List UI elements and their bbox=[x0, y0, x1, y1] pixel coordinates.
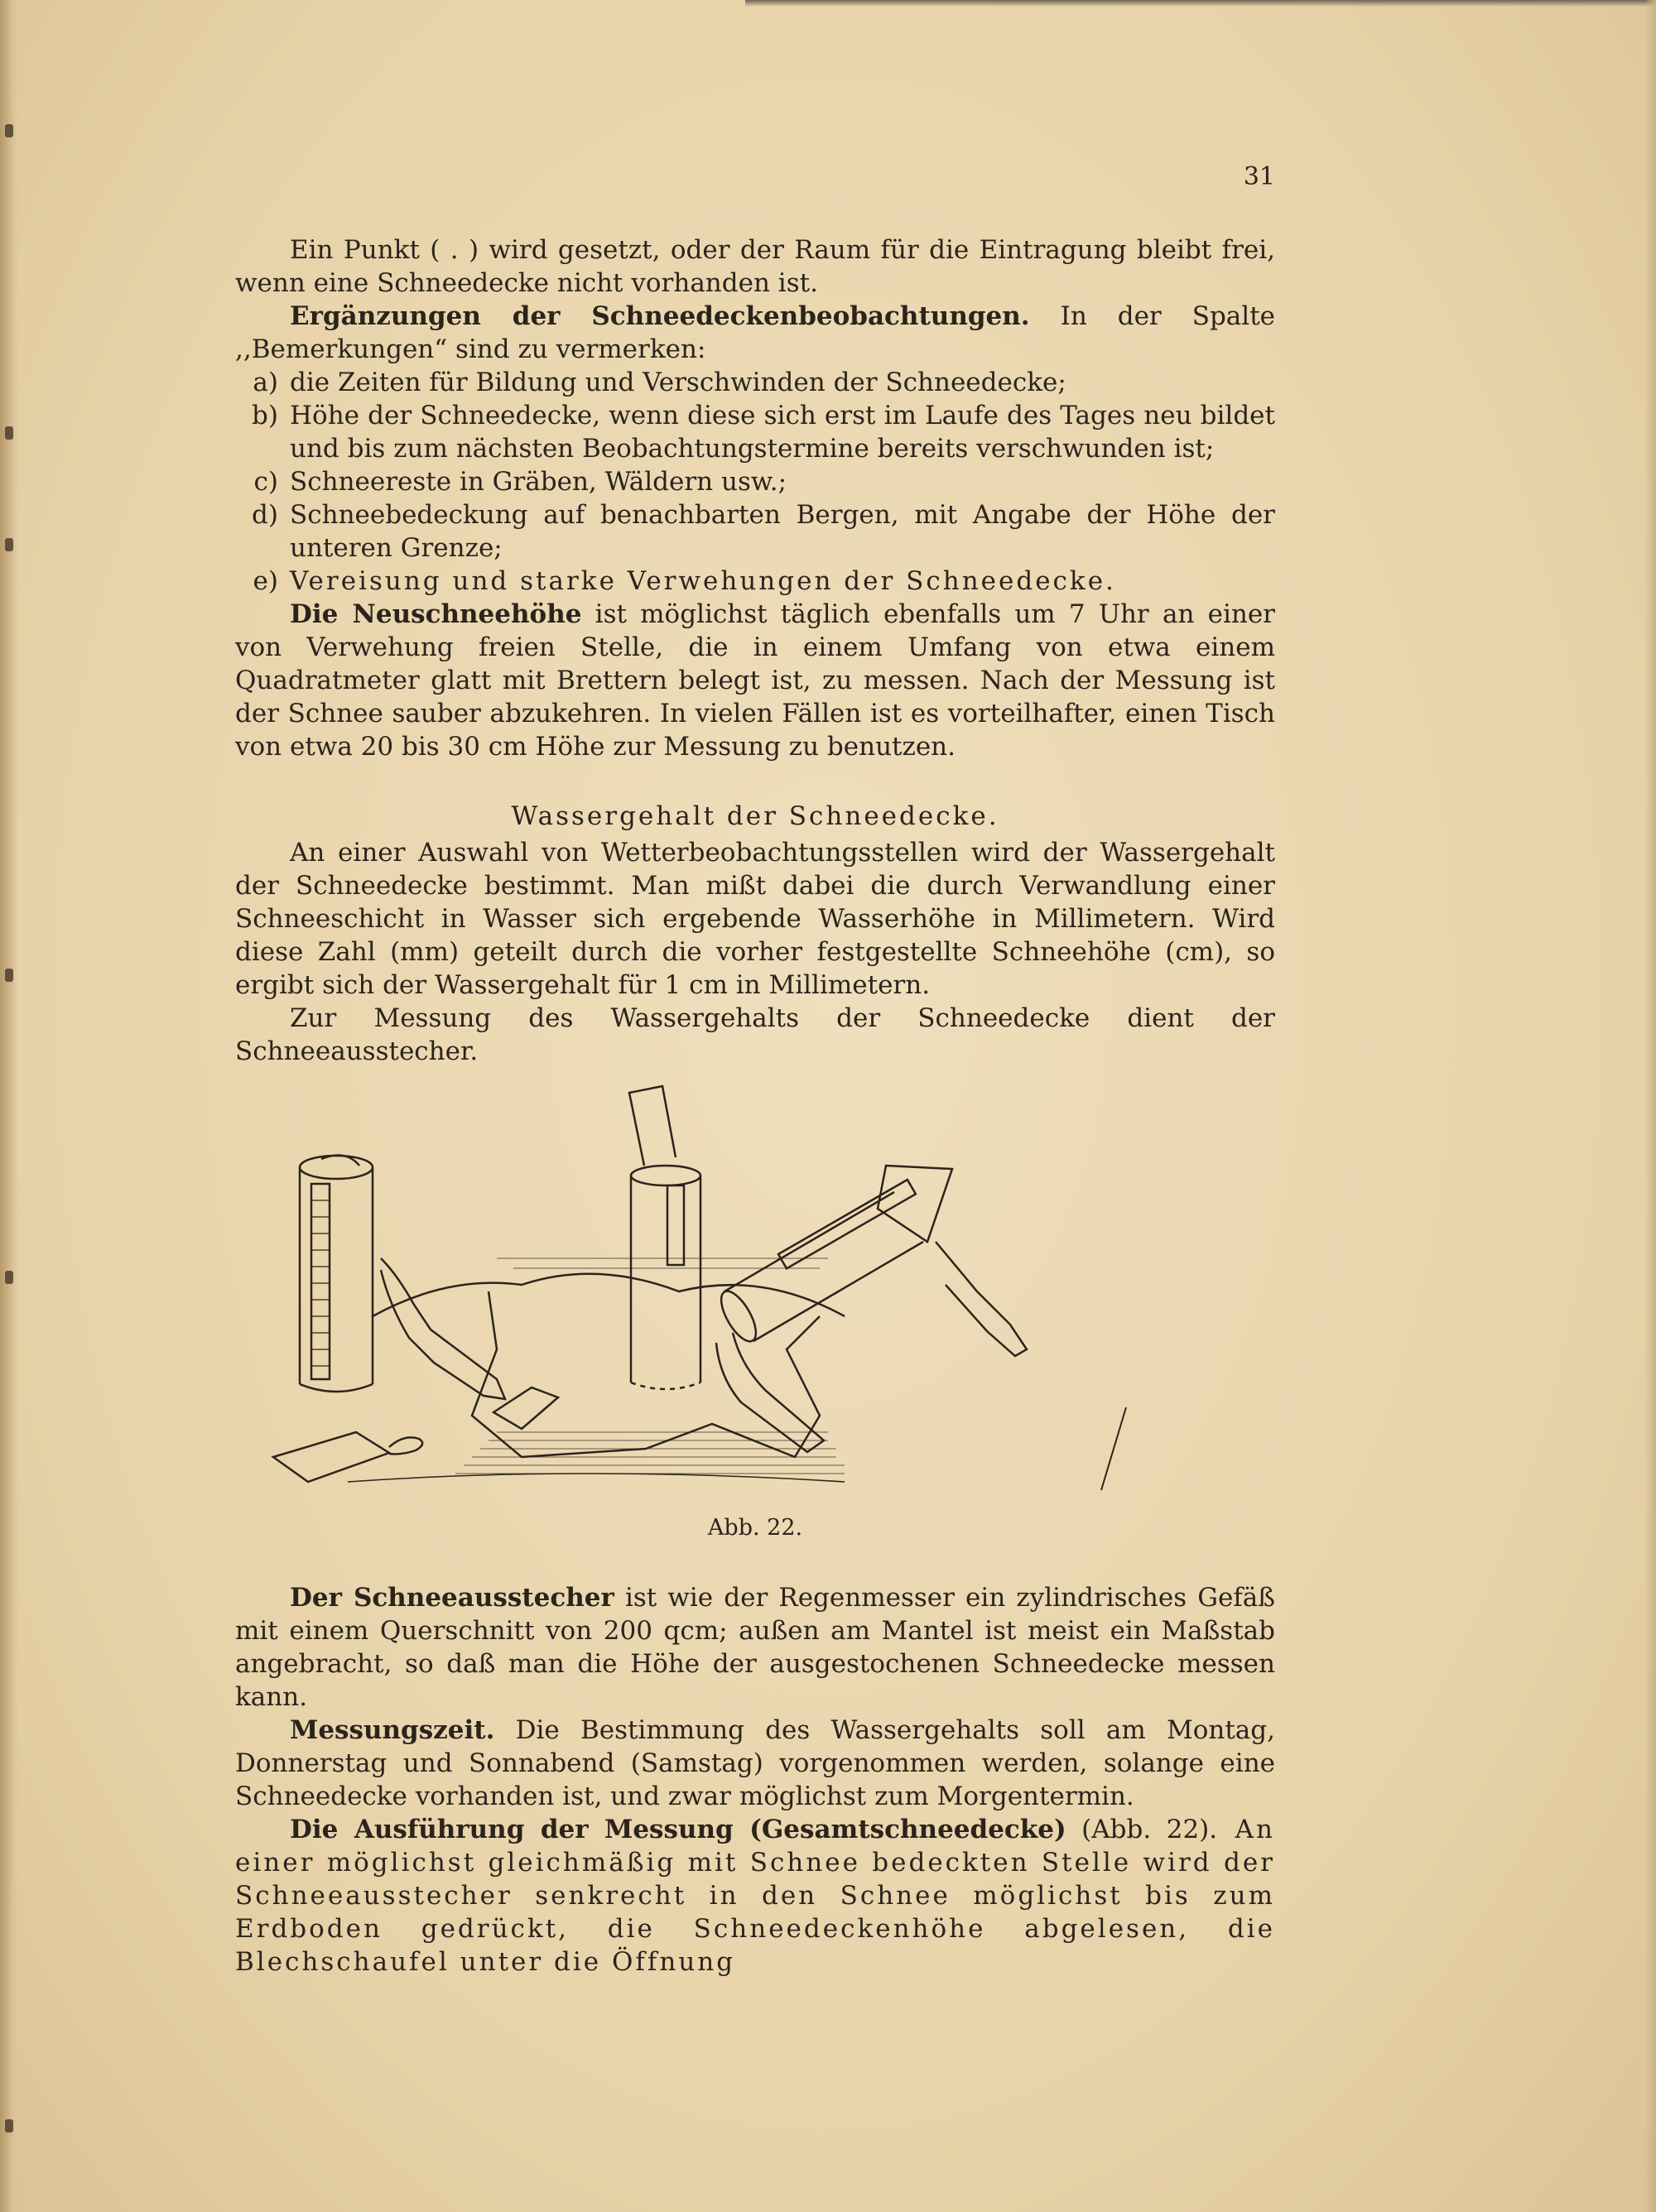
figure-illustration bbox=[248, 1068, 1275, 1515]
heading-new-snow: Die Neuschneehöhe bbox=[290, 599, 582, 629]
page-right-edge bbox=[1644, 0, 1656, 2212]
heading-snow-sampler: Der Schneeausstecher bbox=[290, 1583, 614, 1613]
binding-hole bbox=[5, 1271, 13, 1284]
figure-caption: Abb. 22. bbox=[707, 1515, 803, 1541]
snow-cylinder-drawing bbox=[300, 1156, 373, 1392]
list-label: b) bbox=[252, 401, 278, 430]
page-binding-edge bbox=[0, 0, 18, 2212]
paragraph-text: ist wie der Regenmesser ein zylindrisches Gefäß mit einem Querschnitt von 200 qcm; außen am Mantel ist meist ein Maßstab angebracht, so daß man die Höhe der ausgestochenen Schneedecke messen kann. bbox=[235, 1583, 1275, 1712]
shovel-drawing bbox=[273, 1432, 422, 1482]
paragraph-text-spaced: An einer möglichst gleichmäßig mit Schnee bedeckten Stelle wird der Schneeausstecher senkrecht in den Schnee möglichst bis zum Erdboden gedrückt, die Schneedeckenhöhe abgelesen, die Blechschaufel unter die Öffnung bbox=[235, 1815, 1275, 1977]
list-item bbox=[235, 399, 1275, 465]
paragraph-measurement-time bbox=[235, 1714, 1275, 1813]
list-text: die Zeiten für Bildung und Verschwinden der Schneedecke; bbox=[290, 368, 1066, 397]
paragraph-text: (Abb. 22). bbox=[1066, 1815, 1218, 1844]
heading-supplements: Ergänzungen der Schneedeckenbeobachtungen. bbox=[290, 301, 1030, 331]
list-label: d) bbox=[252, 500, 278, 530]
binding-hole bbox=[5, 426, 13, 440]
paragraph-measurement-procedure bbox=[235, 1813, 1275, 1979]
binding-hole bbox=[5, 969, 13, 982]
binding-hole bbox=[5, 538, 13, 551]
paragraph-water-content: An einer Auswahl von Wetterbeobachtungsstellen wird der Wassergehalt der Schneedecke bestimmt. Man mißt dabei die durch Verwandlung einer Schneeschicht in Wasser sich ergebende Wasserhöhe in Millimetern. Wird diese Zahl (mm) geteilt durch die vorher festgestellte Schneehöhe (cm), so ergibt sich der Wassergehalt für 1 cm in Millimetern. bbox=[235, 838, 1275, 1000]
paragraph-point-rule: Ein Punkt ( . ) wird gesetzt, oder der Raum für die Eintragung bleibt frei, wenn eine Schneedecke nicht vorhanden ist. bbox=[235, 235, 1275, 298]
snow-sampler-illustration bbox=[248, 1068, 1275, 1515]
list-label: c) bbox=[253, 467, 278, 497]
paragraph-text: ist möglichst täglich ebenfalls um 7 Uhr an einer von Verwehung freien Stelle, die in einem Umfang von etwa einem Quadratmeter glatt mit Brettern belegt ist, zu messen. Nach der Messung ist der Schnee sauber abzukehren. In vielen Fällen ist es vorteilhafter, einen Tisch von etwa 20 bis 30 cm Höhe zur Messung zu benutzen. bbox=[235, 599, 1276, 762]
list-item bbox=[235, 465, 1275, 498]
page-top-edge bbox=[745, 0, 1656, 7]
snow-cross-section-drawing bbox=[348, 1086, 845, 1482]
paragraph-new-snow bbox=[235, 598, 1275, 763]
heading-measurement-procedure: Die Ausführung der Messung (Gesamtschneedecke) bbox=[290, 1815, 1066, 1844]
paragraph-supplements bbox=[235, 300, 1275, 366]
text-block-upper bbox=[235, 233, 1275, 763]
list-text: Schneebedeckung auf benachbarten Bergen, mit Angabe der Höhe der unteren Grenze; bbox=[290, 500, 1275, 563]
list-text: Schneereste in Gräben, Wäldern usw.; bbox=[290, 467, 787, 497]
list-text: Vereisung und starke Verwehungen der Schneedecke. bbox=[290, 566, 1116, 596]
text-block-lower bbox=[235, 1581, 1275, 1979]
list-item bbox=[235, 565, 1275, 598]
list-item bbox=[235, 498, 1275, 565]
paragraph-text: In der Spalte ,,Bemerkungen“ sind zu vermerken: bbox=[235, 301, 1275, 364]
page-number: 31 bbox=[1243, 162, 1275, 191]
list-label: a) bbox=[253, 368, 278, 397]
text-block-middle bbox=[235, 836, 1275, 1068]
paragraph-text: Die Bestimmung des Wassergehalts soll am Montag, Donnerstag und Sonnabend (Samstag) vorgenommen werden, solange eine Schneedecke vorhanden ist, und zwar möglichst zum Morgentermin. bbox=[235, 1715, 1275, 1811]
list-label: e) bbox=[253, 566, 278, 596]
heading-measurement-time: Messungszeit. bbox=[290, 1715, 495, 1745]
section-title: Wassergehalt der Schneedecke. bbox=[511, 801, 999, 831]
paragraph-measuring-device: Zur Messung des Wassergehalts der Schneedecke dient der Schneeausstecher. bbox=[235, 1003, 1275, 1066]
paragraph-snow-sampler bbox=[235, 1581, 1275, 1714]
list-item bbox=[235, 366, 1275, 399]
sampler-tilted-drawing bbox=[715, 1166, 1027, 1452]
binding-hole bbox=[5, 2119, 13, 2133]
list-text: Höhe der Schneedecke, wenn diese sich erst im Laufe des Tages neu bildet und bis zum nächsten Beobachtungstermine bereits verschwunden ist; bbox=[290, 401, 1275, 464]
binding-hole bbox=[5, 124, 13, 137]
